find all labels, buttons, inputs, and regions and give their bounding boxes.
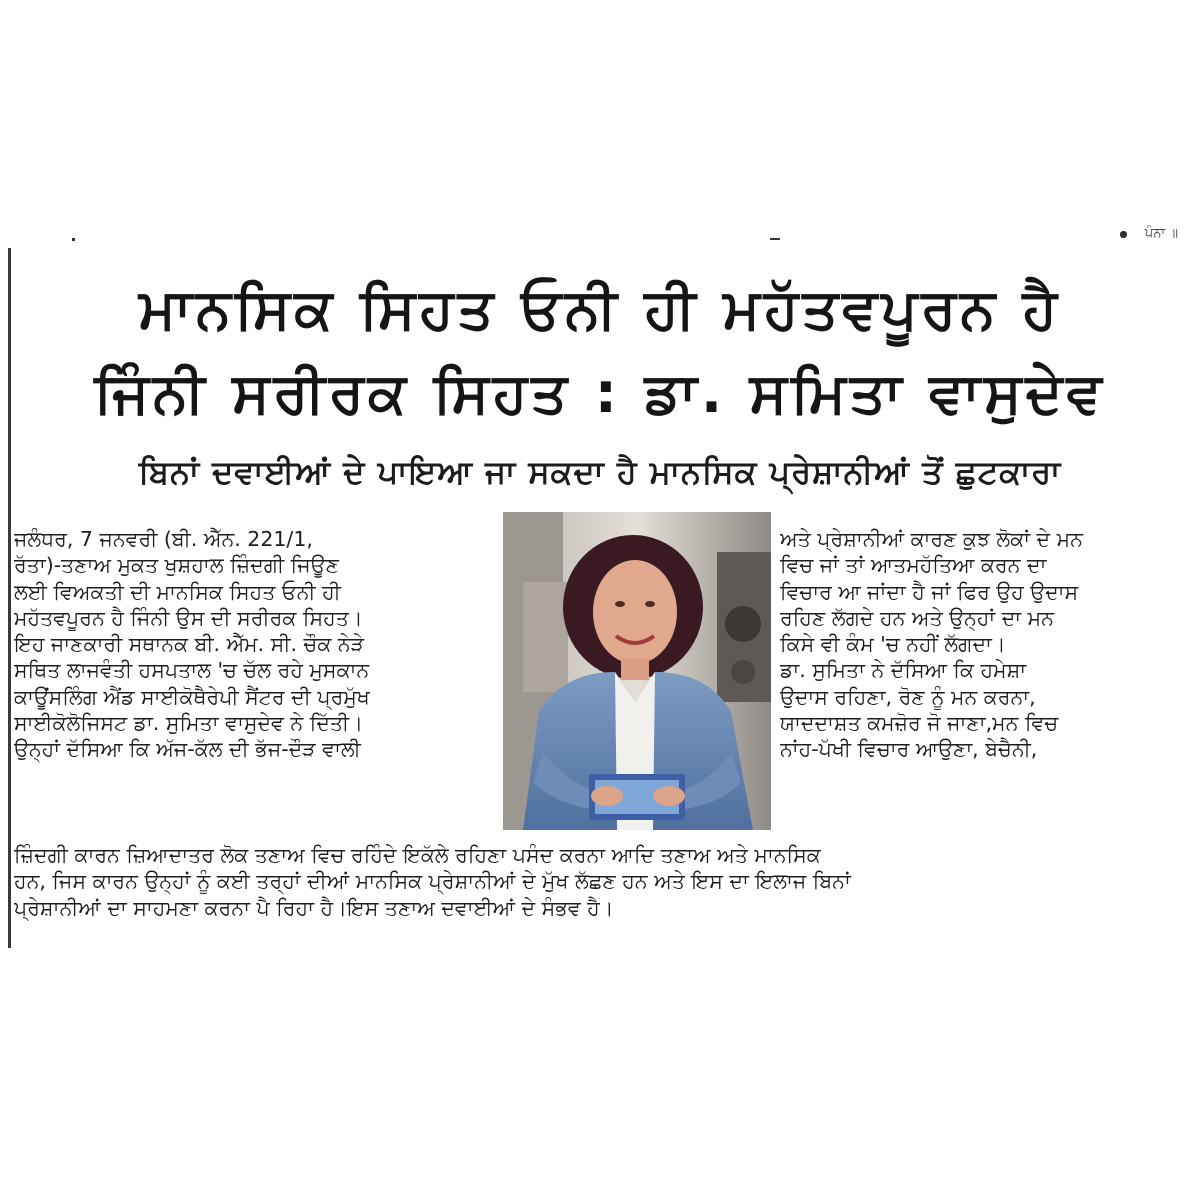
text-line: ਲਈ ਵਿਅਕਤੀ ਦੀ ਮਾਨਸਿਕ ਸਿਹਤ ਓਨੀ ਹੀ	[14, 579, 341, 604]
text-line: ਡਾ. ਸੁਮਿਤਾ ਨੇ ਦੱਸਿਆ ਕਿ ਹਮੇਸ਼ਾ	[780, 658, 1027, 683]
text-line: ਸਾਈਕੋਲੋਜਿਸਟ ਡਾ. ਸੁਮਿਤਾ ਵਾਸੁਦੇਵ ਨੇ ਦਿੱਤੀ।	[14, 711, 364, 736]
subheadline: ਬਿਨਾਂ ਦਵਾਈਆਂ ਦੇ ਪਾਇਆ ਜਾ ਸਕਦਾ ਹੈ ਮਾਨਸਿਕ ਪ੍ਰੇਸ਼ਾਨੀਆਂ ਤੋਂ ਛੁਟਕਾਰਾ	[138, 453, 1062, 491]
headline-line-2: ਜਿੰਨੀ ਸਰੀਰਕ ਸਿਹਤ : ਡਾ. ਸਮਿਤਾ ਵਾਸੁਦੇਵ	[94, 361, 1106, 426]
text-line: ਮਹੱਤਵਪੂਰਨ ਹੈ ਜਿੰਨੀ ਉਸ ਦੀ ਸਰੀਰਕ ਸਿਹਤ।	[14, 605, 363, 630]
text-line: ਉਨ੍ਹਾਂ ਦੱਸਿਆ ਕਿ ਅੱਜ-ਕੱਲ ਦੀ ਭੱਜ-ਦੌੜ ਵਾਲੀ	[14, 737, 361, 762]
page-marker: ਪੰਨਾ ॥	[1144, 226, 1178, 241]
text-line: ਰੱਤਾ)-ਤਣਾਅ ਮੁਕਤ ਖੁਸ਼ਹਾਲ ਜ਼ਿੰਦਗੀ ਜਿਊਣ	[14, 553, 339, 578]
right-column	[780, 526, 1180, 763]
bottom-text	[14, 842, 1184, 921]
left-column	[14, 526, 494, 763]
text-line: ਯਾਦਦਾਸ਼ਤ ਕਮਜ਼ੋਰ ਜੋ ਜਾਣਾ,ਮਨ ਵਿਚ	[780, 711, 1059, 736]
text-line: ਵਿਚਾਰ ਆ ਜਾਂਦਾ ਹੈ ਜਾਂ ਫਿਰ ਉਹ ਉਦਾਸ	[780, 579, 1079, 604]
text-line: ਜਲੰਧਰ, 7 ਜਨਵਰੀ (ਬੀ. ਐੱਨ. 221/1,	[14, 527, 313, 551]
text-line: ਨਾਂਹ-ਪੱਖੀ ਵਿਚਾਰ ਆਉਣਾ, ਬੇਚੈਨੀ,	[780, 737, 1038, 762]
text-line: ਕਾਊਂਸਲਿੰਗ ਐਂਡ ਸਾਈਕੋਥੈਰੇਪੀ ਸੈਂਟਰ ਦੀ ਪ੍ਰਮੁੱਖ	[14, 684, 370, 709]
text-line: ਅਤੇ ਪ੍ਰੇਸ਼ਾਨੀਆਂ ਕਾਰਣ ਕੁਝ ਲੋਕਾਂ ਦੇ ਮਨ	[780, 527, 1083, 551]
text-line: ਪ੍ਰੇਸ਼ਾਨੀਆਂ ਦਾ ਸਾਹਮਣਾ ਕਰਨਾ ਪੈ ਰਿਹਾ ਹੈ।ਇਸ ਤਣਾਅ ਦਵਾਈਆਂ ਦੇ ਸੰਭਵ ਹੈ।	[14, 895, 614, 920]
text-line: ਵਿਚ ਜਾਂ ਤਾਂ ਆਤਮਹੱਤਿਆ ਕਰਨ ਦਾ	[780, 553, 1047, 578]
portrait-photo	[503, 512, 771, 830]
text-line: ਉਦਾਸ ਰਹਿਣਾ, ਰੋਣ ਨੂੰ ਮਨ ਕਰਨਾ,	[780, 684, 1036, 709]
text-line: ਹਨ, ਜਿਸ ਕਾਰਨ ਉਨ੍ਹਾਂ ਨੂੰ ਕਈ ਤਰ੍ਹਾਂ ਦੀਆਂ ਮਾਨਸਿਕ ਪ੍ਰੇਸ਼ਾਨੀਆਂ ਦੇ ਮੁੱਖ ਲੱਛਣ ਹਨ ਅਤੇ ਇਸ ਦਾ ਇਲਾਜ ਬਿਨਾਂ	[14, 869, 851, 894]
text-line: ਸਥਿਤ ਲਾਜਵੰਤੀ ਹਸਪਤਾਲ 'ਚ ਚੱਲ ਰਹੇ ਮੁਸਕਾਨ	[14, 658, 370, 683]
text-line: ਰਹਿਣ ਲੱਗਦੇ ਹਨ ਅਤੇ ਉਨ੍ਹਾਂ ਦਾ ਮਨ	[780, 605, 1054, 630]
portrait-illustration	[503, 512, 771, 830]
text-line: ਇਹ ਜਾਣਕਾਰੀ ਸਥਾਨਕ ਬੀ. ਐੱਮ. ਸੀ. ਚੌਕ ਨੇੜੇ	[14, 632, 365, 657]
text-line: ਕਿਸੇ ਵੀ ਕੰਮ 'ਚ ਨਹੀਂ ਲੱਗਦਾ।	[780, 632, 1006, 657]
headline-line-1: ਮਾਨਸਿਕ ਸਿਹਤ ਓਨੀ ਹੀ ਮਹੱਤਵਪੂਰਨ ਹੈ	[139, 277, 1061, 342]
text-line: ਜ਼ਿੰਦਗੀ ਕਾਰਨ ਜ਼ਿਆਦਾਤਰ ਲੋਕ ਤਣਾਅ ਵਿਚ ਰਹਿੰਦੇ ਇਕੱਲੇ ਰਹਿਣਾ ਪਸੰਦ ਕਰਨਾ ਆਦਿ ਤਣਾਅ ਅਤੇ ਮਾਨਸਿਕ	[14, 843, 821, 867]
column-rule	[8, 248, 11, 948]
